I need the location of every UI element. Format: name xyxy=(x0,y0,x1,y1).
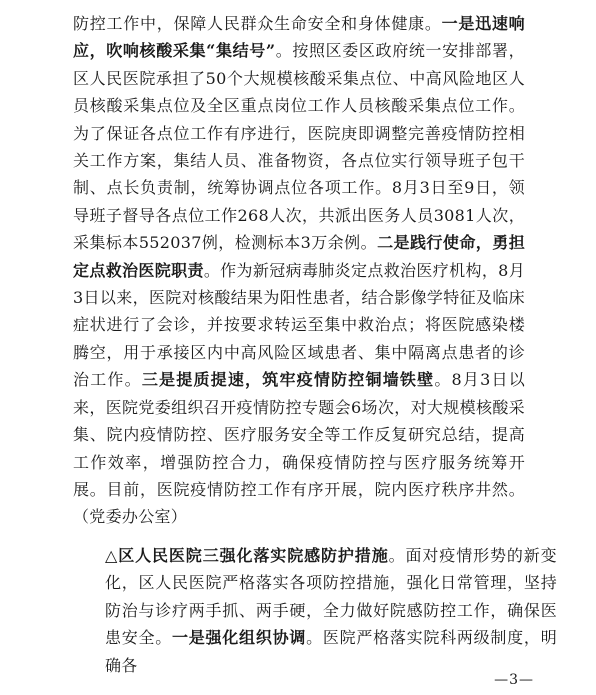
bold-heading-1: 一是迅速响应，吹响核酸采集“集结号” xyxy=(73,14,525,61)
text-run: 。面对疫情形势的新变化，区人民医院严格落实各项防控措施，强化日常管理，坚持防治与诊疗两手抓、两手硬，全力做好院感防控工作，确保医患安全。 xyxy=(105,546,557,648)
bold-heading-3: 三是提质提速，筑牢疫情防控铜墙铁壁 xyxy=(141,370,435,390)
body-paragraph-2 xyxy=(73,542,557,679)
bold-heading-1: 一是强化组织协调 xyxy=(172,628,307,648)
section-heading: △区人民医院三强化落实院感防护措施 xyxy=(105,546,389,565)
body-paragraph-1 xyxy=(73,10,525,531)
text-run: 。按照区委区政府统一安排部署，区人民医院承担了50个大规模核酸采集点位、中高风险地区人员核酸采集点位及全区重点岗位工作人员核酸采集点位工作。为了保证各点位工作有序进行，医院庚即调整完善疫情防控相关工作方案，集结人员、准备物资，各点位实行领导班子包干制、点长负责制，统筹协调点位各项工作。8月3日至9日，领导班子督导各点位工作268人次，共派出医务人员3081人次，采集标本552037例，检测标本3万余例。 xyxy=(73,41,525,253)
text-run: 防控工作中，保障人民群众生命安全和身体健康。 xyxy=(73,14,442,33)
page-number: —3— xyxy=(494,672,534,688)
bold-heading-2: 二是践行使命，勇担定点救治医院职责 xyxy=(73,233,526,280)
text-run: 。医院严格落实院科两级制度，明确各 xyxy=(105,628,557,675)
text-run: 。作为新冠病毒肺炎定点救治医疗机构，8月3日以来，医院对核酸结果为阳性患者，结合影像学特征及临床症状进行了会诊，并按要求转运至集中救治点；将医院感染楼腾空，用于承接区内中高风险区域患者、集中隔离点患者的诊治工作。 xyxy=(73,260,525,390)
text-run: 。8月3日以来，医院党委组织召开疫情防控专题会6场次，对大规模核酸采集、院内疫情防控、医疗服务安全等工作反复研究总结，提高工作效率，增强防控合力，确保疫情防控与医疗服务统筹开展。目前，医院疫情防控工作有序开展，院内医疗秩序井然。（党委办公室） xyxy=(73,370,525,527)
